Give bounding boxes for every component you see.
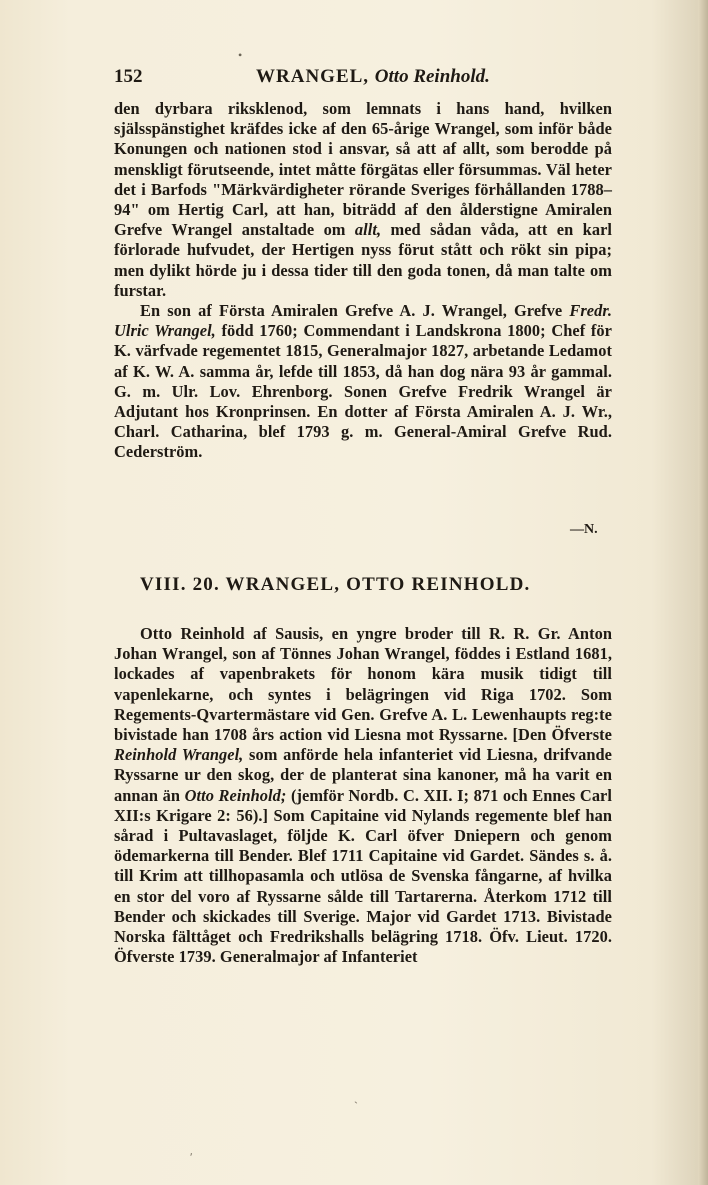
page-header bbox=[114, 66, 614, 94]
running-title-given-name: Otto Reinhold. bbox=[374, 66, 490, 87]
paragraph: En son af Första Amiralen Grefve A. J. Wrangel, Grefve Fredr. Ulric Wrangel, född 1760; Commendant i Landskrona 1800; Chef för K. värfvade regementet 1815, Generalmajor 1827, arbetande Ledamot af K. W. A. samma år, lefde till 1853, då han dog nära 93 år gammal. G. m. Ulr. Lov. Ehrenborg. Sonen Grefve Fredrik Wrangel är Adjutant hos Kronprinsen. En dotter af Första Amiralen A. J. Wr., Charl. Catharina, blef 1793 g. m. General-Amiral Grefve Rud. Cederström. bbox=[114, 301, 612, 462]
page-edge-shadow bbox=[698, 0, 708, 1185]
paragraph: den dyrbara riksklenod, som lemnats i hans hand, hvilken själsspänstighet kräfdes icke af den 65-årige Wrangel, som inför både Konungen och nationen stod i ansvar, så att af allt, som berodde på menskligt förutseende, intet måtte förgätas eller försummas. Väl heter det i Barfods "Märkvärdigheter rörande Sveriges förhållanden 1788–94" om Hertig Carl, att han, biträdd af den ålderstigne Amiralen Grefve Wrangel anstaltade om allt, med sådan våda, att en karl förlorade hufvudet, der Hertigen nyss förut stått och rökt sin pipa; men dylikt hörde ju i dessa tider till den goda tonen, då man talte om furstar. bbox=[114, 99, 613, 300]
running-title-surname: WRANGEL, bbox=[256, 66, 370, 87]
page-number: 152 bbox=[114, 66, 143, 87]
previous-entry-text bbox=[114, 99, 612, 463]
paragraph: Otto Reinhold af Sausis, en yngre broder till R. R. Gr. Anton Johan Wrangel, son af Tönnes Johan Wrangel, föddes i Estland 1681, lockades af vapenbrakets för honom kära musik tidigt till vapenlekarne, och syntes i belägringen vid Riga 1702. Som Regements-Qvartermästare vid Gen. Grefve A. L. Lewenhaupts reg:te bivistade han 1708 års action vid Liesna mot Ryssarne. [Den Öfverste Reinhold Wrangel, som anförde hela infanteriet vid Liesna, drifvande Ryssarne ur den skog, der de planterat sina kanoner, må ha varit en annan än Otto Reinhold; (jemför Nordb. C. XII. I; 871 och Ennes Carl XII:s Krigare 2: 56).] Som Capitaine vid Nylands regemente blef han sårad i Pultavaslaget, följde K. Carl öfver Dniepern och genom ödemarkerna till Bender. Blef 1711 Capitaine vid Gardet. Sändes s. å. till Krim att tillhopasamla och utlösa de Svenska fångarne, af hvilka en stor del voro af Ryssarne sålde till Tartarerna. Återkom 1712 till Bender och skickades till Sverige. Major vid Gardet 1713. Bivistade Norska fälttåget och Fredrikshalls belägring 1718. Öfv. Lieut. 1720. Öfverste 1739. Generalmajor af Infanteriet bbox=[114, 624, 612, 967]
print-speck: ʹ bbox=[190, 1150, 193, 1164]
print-speck: • bbox=[238, 48, 243, 62]
author-signature: —N. bbox=[570, 522, 598, 537]
entry-text bbox=[114, 624, 612, 967]
running-title bbox=[256, 66, 490, 88]
print-speck: ˎ bbox=[354, 1090, 358, 1104]
entry-heading: VIII. 20. WRANGEL, OTTO REINHOLD. bbox=[140, 574, 531, 595]
